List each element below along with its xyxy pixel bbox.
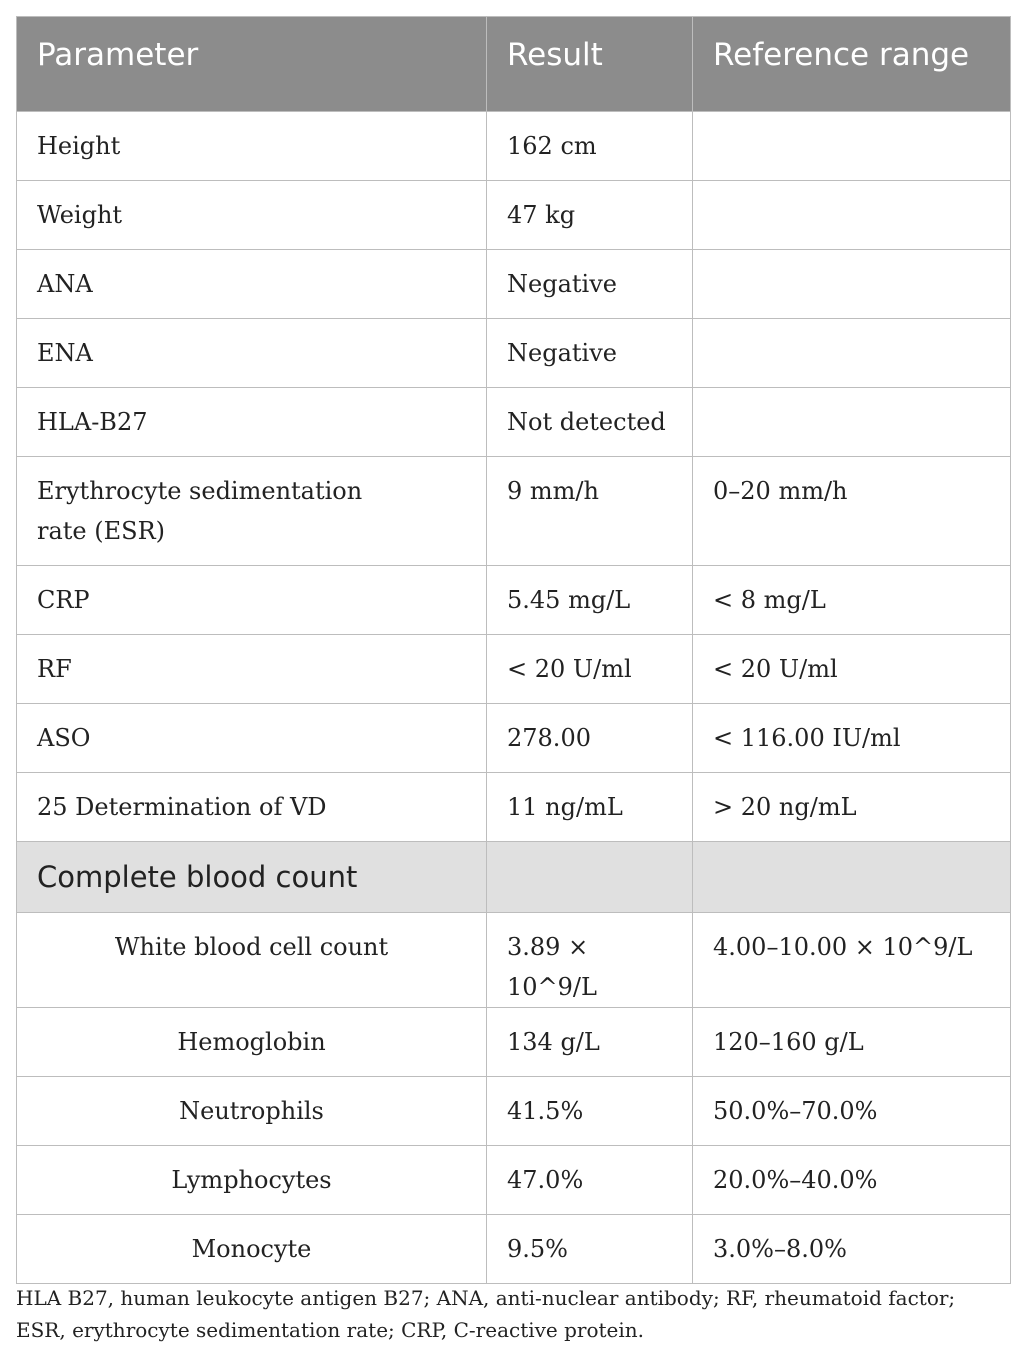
cell-reference: < 8 mg/L xyxy=(693,566,1011,635)
cell-reference: 3.0%–8.0% xyxy=(693,1215,1011,1284)
table-footnote: HLA B27, human leukocyte antigen B27; ANA, anti-nuclear antibody; RF, rheumatoid factor; ESR, erythrocyte sedimentation rate; CRP, C-reactive protein. xyxy=(16,1286,956,1342)
cell-result: Not detected xyxy=(487,388,693,457)
header-parameter: Parameter xyxy=(17,17,487,112)
table-row xyxy=(17,1077,1011,1146)
table-row xyxy=(17,913,1011,1008)
table-body xyxy=(17,112,1011,1284)
table-row xyxy=(17,566,1011,635)
cell-result: 11 ng/mL xyxy=(487,773,693,842)
cell-parameter: Monocyte xyxy=(17,1215,487,1284)
cell-parameter: Weight xyxy=(17,181,487,250)
lab-results-table xyxy=(16,16,1011,1284)
table-row xyxy=(17,112,1011,181)
cell-reference: < 116.00 IU/ml xyxy=(693,704,1011,773)
cell-parameter: ASO xyxy=(17,704,487,773)
table-row xyxy=(17,1215,1011,1284)
cell-reference xyxy=(693,388,1011,457)
table-row xyxy=(17,250,1011,319)
cell-result: 9.5% xyxy=(487,1215,693,1284)
cell-parameter: ENA xyxy=(17,319,487,388)
table-header xyxy=(17,17,1011,112)
cell-result: 134 g/L xyxy=(487,1008,693,1077)
table-row xyxy=(17,319,1011,388)
cell-parameter: White blood cell count xyxy=(17,913,487,1008)
cell-parameter: HLA-B27 xyxy=(17,388,487,457)
section-empty-cell xyxy=(693,842,1011,913)
lab-results-table-container xyxy=(16,16,1010,1284)
cell-reference: > 20 ng/mL xyxy=(693,773,1011,842)
cell-result: 5.45 mg/L xyxy=(487,566,693,635)
cell-result: 3.89 × 10^9/L xyxy=(487,913,693,1008)
cell-parameter: Lymphocytes xyxy=(17,1146,487,1215)
cell-parameter: ANA xyxy=(17,250,487,319)
cell-reference: 120–160 g/L xyxy=(693,1008,1011,1077)
cell-parameter: RF xyxy=(17,635,487,704)
cell-reference: 4.00–10.00 × 10^9/L xyxy=(693,913,1011,1008)
cell-reference: 50.0%–70.0% xyxy=(693,1077,1011,1146)
table-row xyxy=(17,1008,1011,1077)
cell-parameter: CRP xyxy=(17,566,487,635)
cell-result: 41.5% xyxy=(487,1077,693,1146)
cell-parameter: Height xyxy=(17,112,487,181)
cell-reference: 0–20 mm/h xyxy=(693,457,1011,566)
cell-reference xyxy=(693,181,1011,250)
table-row xyxy=(17,773,1011,842)
cell-reference: 20.0%–40.0% xyxy=(693,1146,1011,1215)
cell-result: 9 mm/h xyxy=(487,457,693,566)
cell-parameter: Hemoglobin xyxy=(17,1008,487,1077)
cell-result: < 20 U/ml xyxy=(487,635,693,704)
section-title: Complete blood count xyxy=(17,842,487,913)
cell-result: 162 cm xyxy=(487,112,693,181)
table-row xyxy=(17,1146,1011,1215)
cell-reference: < 20 U/ml xyxy=(693,635,1011,704)
table-row xyxy=(17,704,1011,773)
cell-parameter: 25 Determination of VD xyxy=(17,773,487,842)
cell-parameter: Erythrocyte sedimentation rate (ESR) xyxy=(17,457,487,566)
section-row-complete-blood-count xyxy=(17,842,1011,913)
cell-result: 47 kg xyxy=(487,181,693,250)
header-result: Result xyxy=(487,17,693,112)
cell-parameter: Neutrophils xyxy=(17,1077,487,1146)
table-row xyxy=(17,181,1011,250)
cell-result: 278.00 xyxy=(487,704,693,773)
table-row xyxy=(17,457,1011,566)
table-row xyxy=(17,635,1011,704)
table-row xyxy=(17,388,1011,457)
cell-reference xyxy=(693,319,1011,388)
cell-result: Negative xyxy=(487,250,693,319)
header-reference-range: Reference range xyxy=(693,17,1011,112)
cell-reference xyxy=(693,112,1011,181)
cell-reference xyxy=(693,250,1011,319)
cell-result: 47.0% xyxy=(487,1146,693,1215)
cell-result: Negative xyxy=(487,319,693,388)
header-row xyxy=(17,17,1011,112)
section-empty-cell xyxy=(487,842,693,913)
